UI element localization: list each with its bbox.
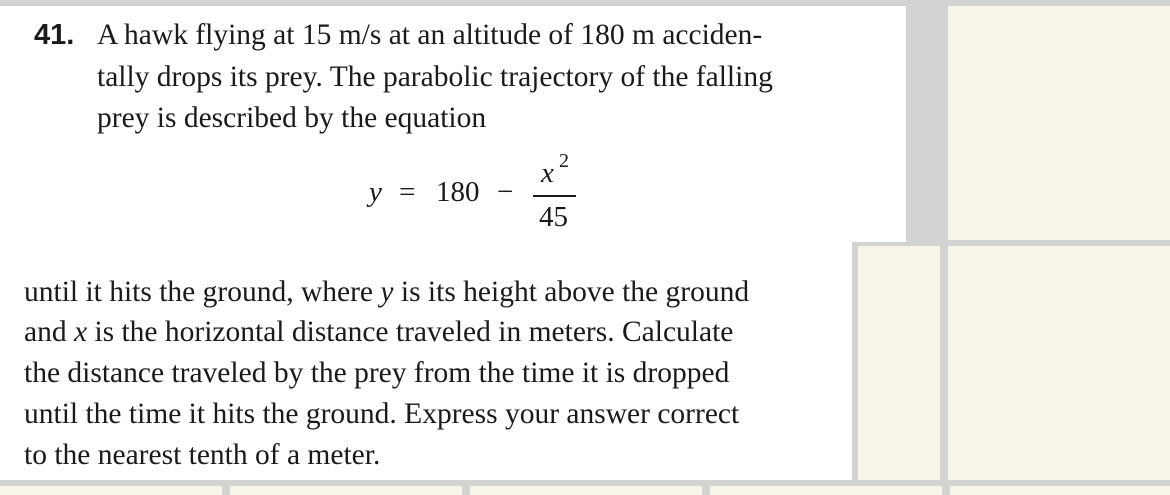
equation-numerator-var: x [541, 157, 554, 189]
table-cell [470, 486, 702, 495]
variable-y: y [380, 276, 394, 308]
intro-line-3: prey is described by the equation [97, 102, 487, 134]
equation-minus: − [497, 176, 514, 208]
body-line-5: to the nearest tenth of a meter. [24, 439, 381, 471]
intro-line-2: tally drops its prey. The parabolic trajectory of the falling [97, 61, 773, 93]
variable-x: x [73, 316, 88, 348]
body-line-1 [24, 272, 749, 312]
equation-equals: = [399, 176, 416, 208]
body-line-1-end: is its height above the ground [393, 276, 750, 308]
table-cell [858, 246, 940, 480]
intro-line-1: A hawk flying at 15 m/s at an altitude of 180 m acciden- [97, 19, 763, 51]
fraction-bar [533, 195, 576, 197]
table-cell [950, 486, 1170, 495]
table-cell [948, 246, 1170, 480]
equation-constant: 180 [436, 176, 480, 208]
table-cell [0, 486, 222, 495]
body-line-4: until the time it hits the ground. Express your answer correct [24, 398, 740, 430]
equation-lhs: y [369, 176, 382, 208]
body-line-2-end: is the horizontal distance traveled in meters. Calculate [87, 316, 734, 348]
table-cell [230, 486, 462, 495]
body-line-2 [24, 312, 733, 352]
equation-denominator: 45 [539, 201, 568, 233]
body-line-2-start: and [24, 316, 74, 348]
body-line-1-start: until it hits the ground, where [24, 276, 381, 308]
body-line-3: the distance traveled by the prey from the time it is dropped [24, 357, 730, 389]
problem-number: 41. [34, 19, 75, 51]
equation-numerator-exponent: 2 [559, 150, 569, 172]
table-cell [710, 486, 942, 495]
table-cell [948, 6, 1170, 240]
